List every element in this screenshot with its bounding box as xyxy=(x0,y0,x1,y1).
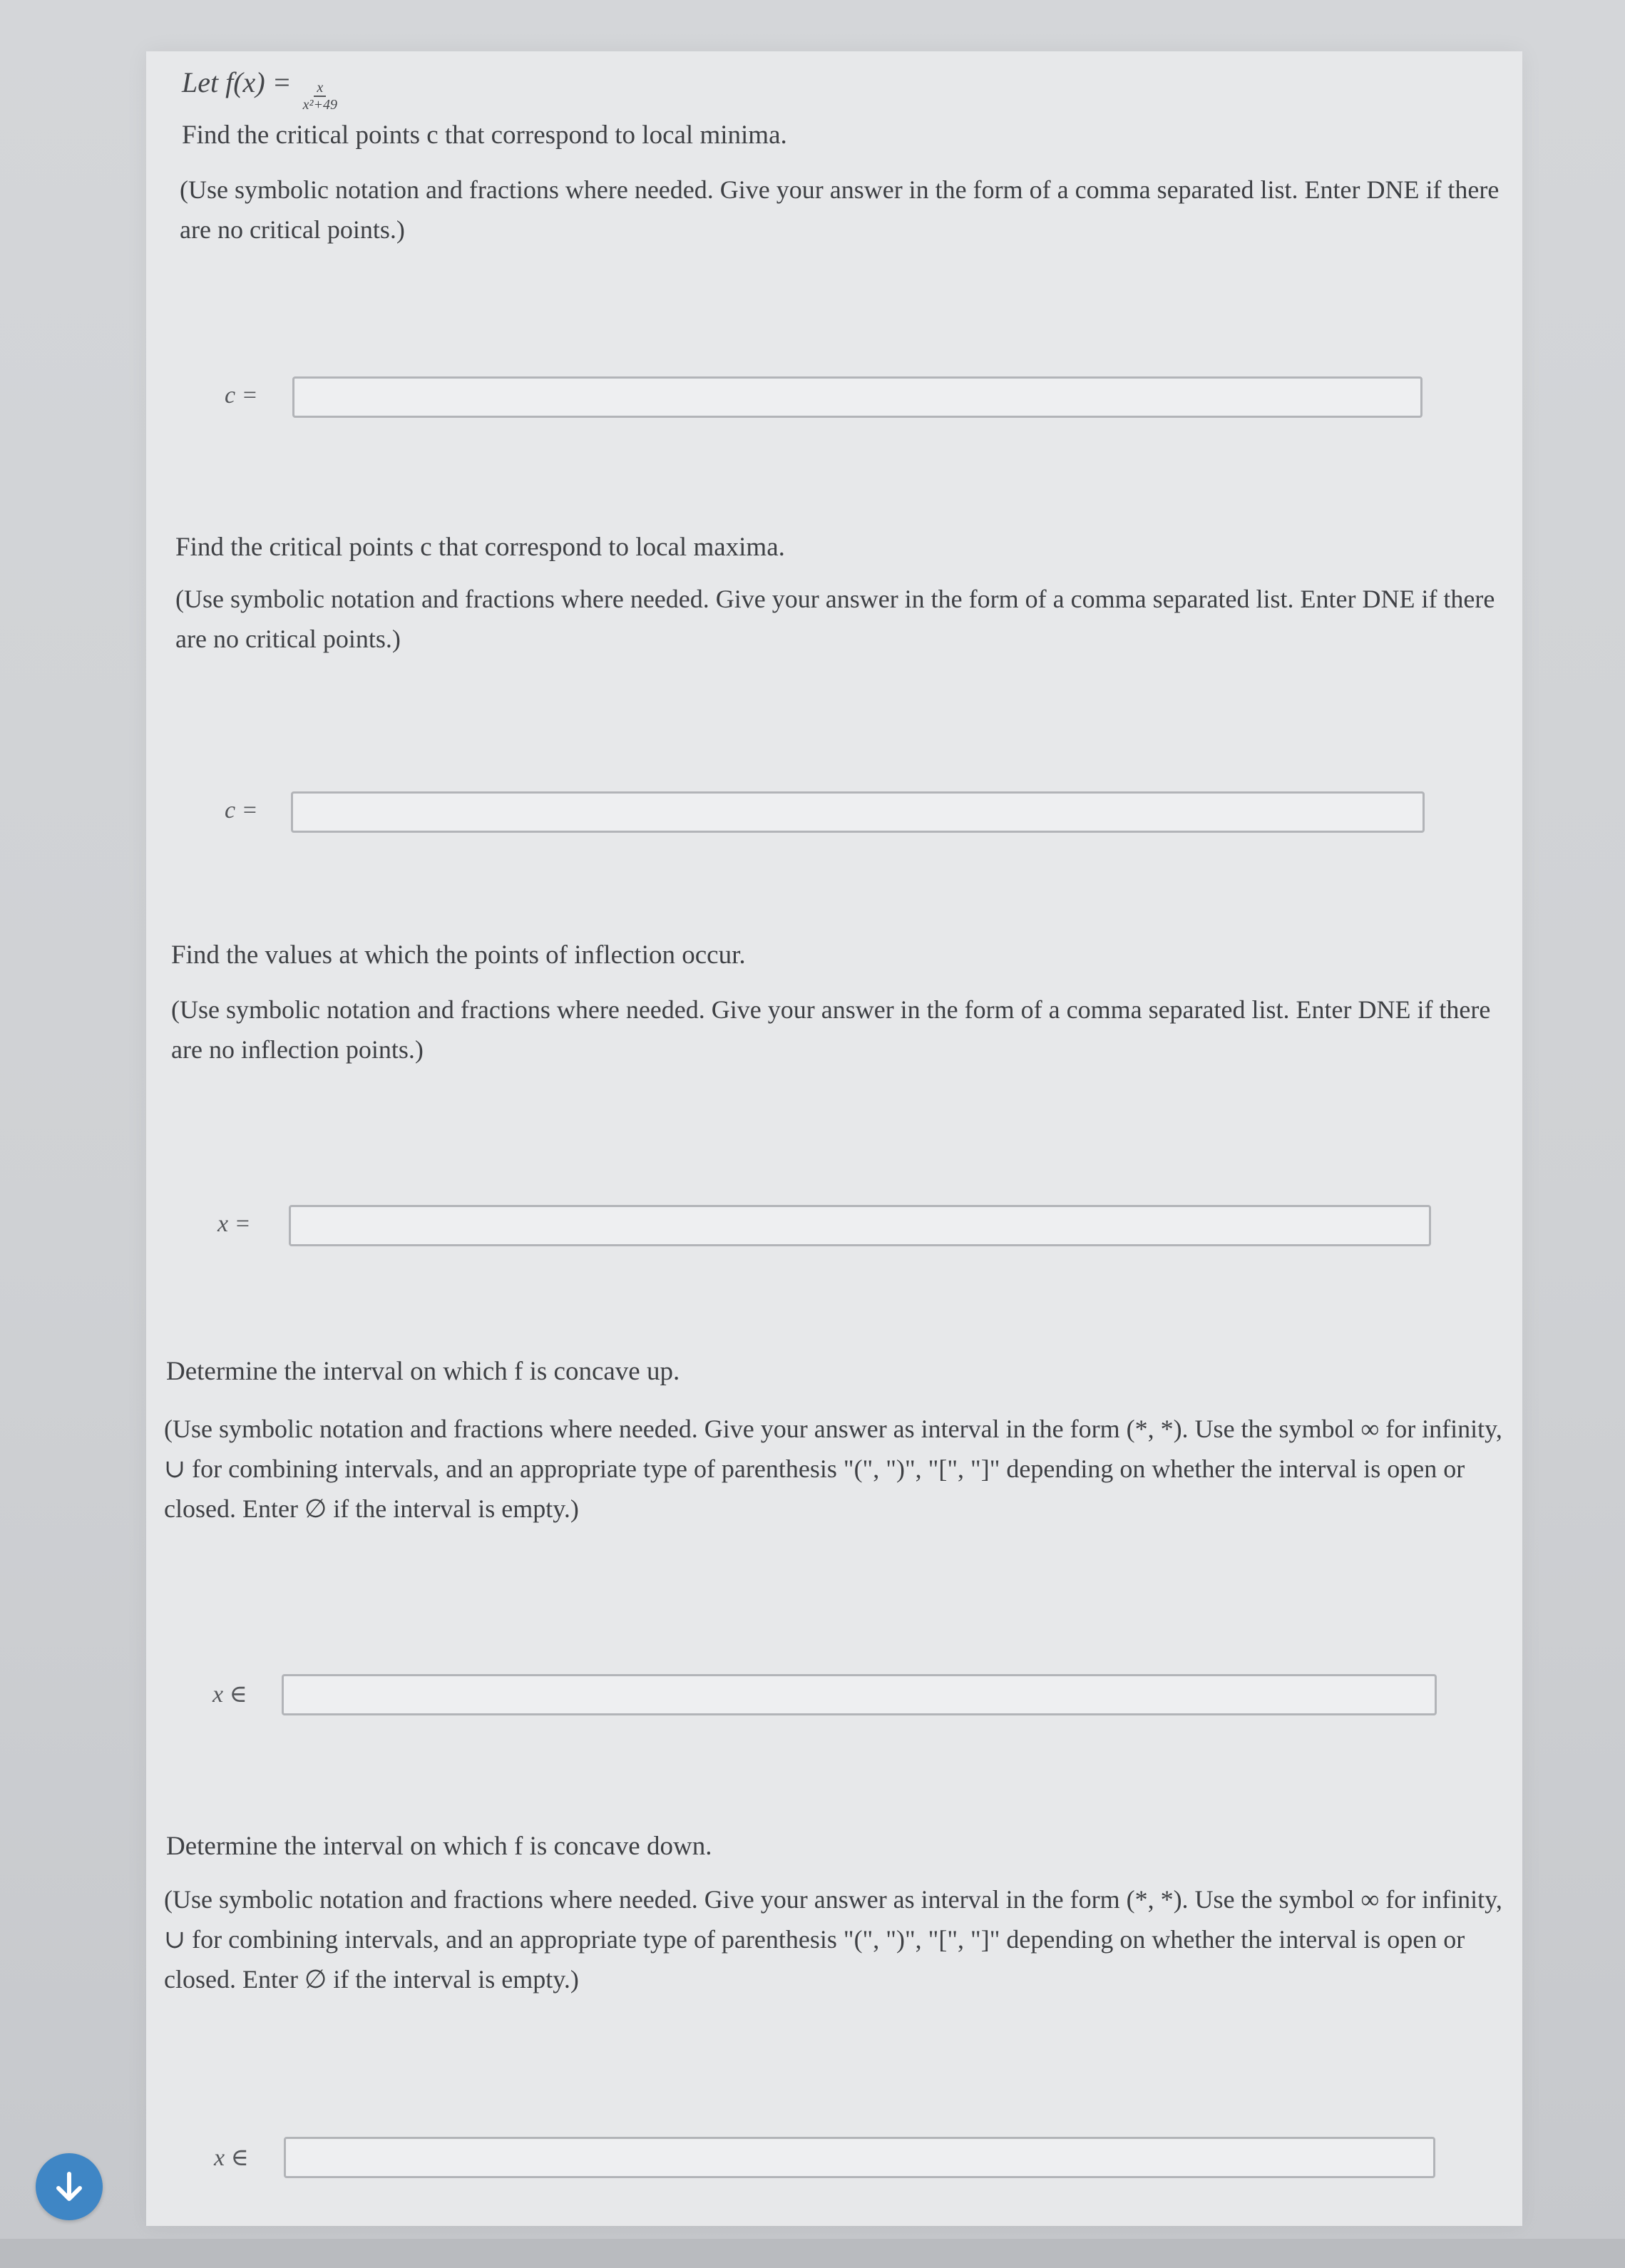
let-text: Let xyxy=(182,66,219,98)
instructions-concave-up: (Use symbolic notation and fractions where needed. Give your answer as interval in the form (*, *). Use the symbol ∞ for infinity, ∪ for combining intervals, and an appropriate type of parenthesis "(", ")", "[", "]" depending on whether the interval is open or closed. Enter ∅ if the interval is empty.) xyxy=(164,1415,1502,1523)
inflection-points-answer-input[interactable] xyxy=(289,1205,1431,1246)
fraction-denominator: x²+49 xyxy=(302,97,337,113)
instructions-local-maxima: (Use symbolic notation and fractions where needed. Give your answer in the form of a comma separated list. Enter DNE if there are no critical points.) xyxy=(175,585,1495,653)
prompt-concave-up: Determine the interval on which f is concave up. xyxy=(166,1357,680,1386)
local-maxima-answer-input[interactable] xyxy=(291,791,1425,833)
answer-label-concave-down: x ∈ xyxy=(214,2145,249,2171)
instructions-inflection-points: (Use symbolic notation and fractions where needed. Give your answer in the form of a comma separated list. Enter DNE if there are no inflection points.) xyxy=(171,995,1491,1064)
instructions-concave-down: (Use symbolic notation and fractions where needed. Give your answer as interval in the form (*, *). Use the symbol ∞ for infinity, ∪ for combining intervals, and an appropriate type of parenthesis "(", ")", "[", "]" depending on whether the interval is open or closed. Enter ∅ if the interval is empty.) xyxy=(164,1885,1502,1994)
concave-up-answer-input[interactable] xyxy=(282,1674,1437,1715)
function-fraction xyxy=(303,80,337,113)
answer-label-inflection-points: x = xyxy=(217,1211,251,1237)
bottom-edge xyxy=(0,2239,1625,2268)
answer-label-concave-up: x ∈ xyxy=(212,1681,247,1708)
prompt-concave-down: Determine the interval on which f is concave down. xyxy=(166,1832,712,1861)
answer-label-local-minima: c = xyxy=(225,382,258,409)
fraction-numerator: x xyxy=(314,80,326,97)
function-lhs: f(x) = xyxy=(225,66,292,98)
concave-down-answer-input[interactable] xyxy=(284,2137,1435,2178)
answer-label-local-maxima: c = xyxy=(225,797,258,823)
prompt-local-minima: Find the critical points c that correspond to local minima. xyxy=(182,120,787,150)
function-definition xyxy=(182,66,337,113)
scroll-down-button[interactable] xyxy=(36,2153,103,2220)
instructions-local-minima: (Use symbolic notation and fractions where needed. Give your answer in the form of a comma separated list. Enter DNE if there are no critical points.) xyxy=(180,175,1500,244)
prompt-inflection-points: Find the values at which the points of inflection occur. xyxy=(171,940,746,970)
arrow-down-icon xyxy=(51,2168,88,2205)
prompt-local-maxima: Find the critical points c that correspond to local maxima. xyxy=(175,533,785,562)
local-minima-answer-input[interactable] xyxy=(292,376,1422,418)
